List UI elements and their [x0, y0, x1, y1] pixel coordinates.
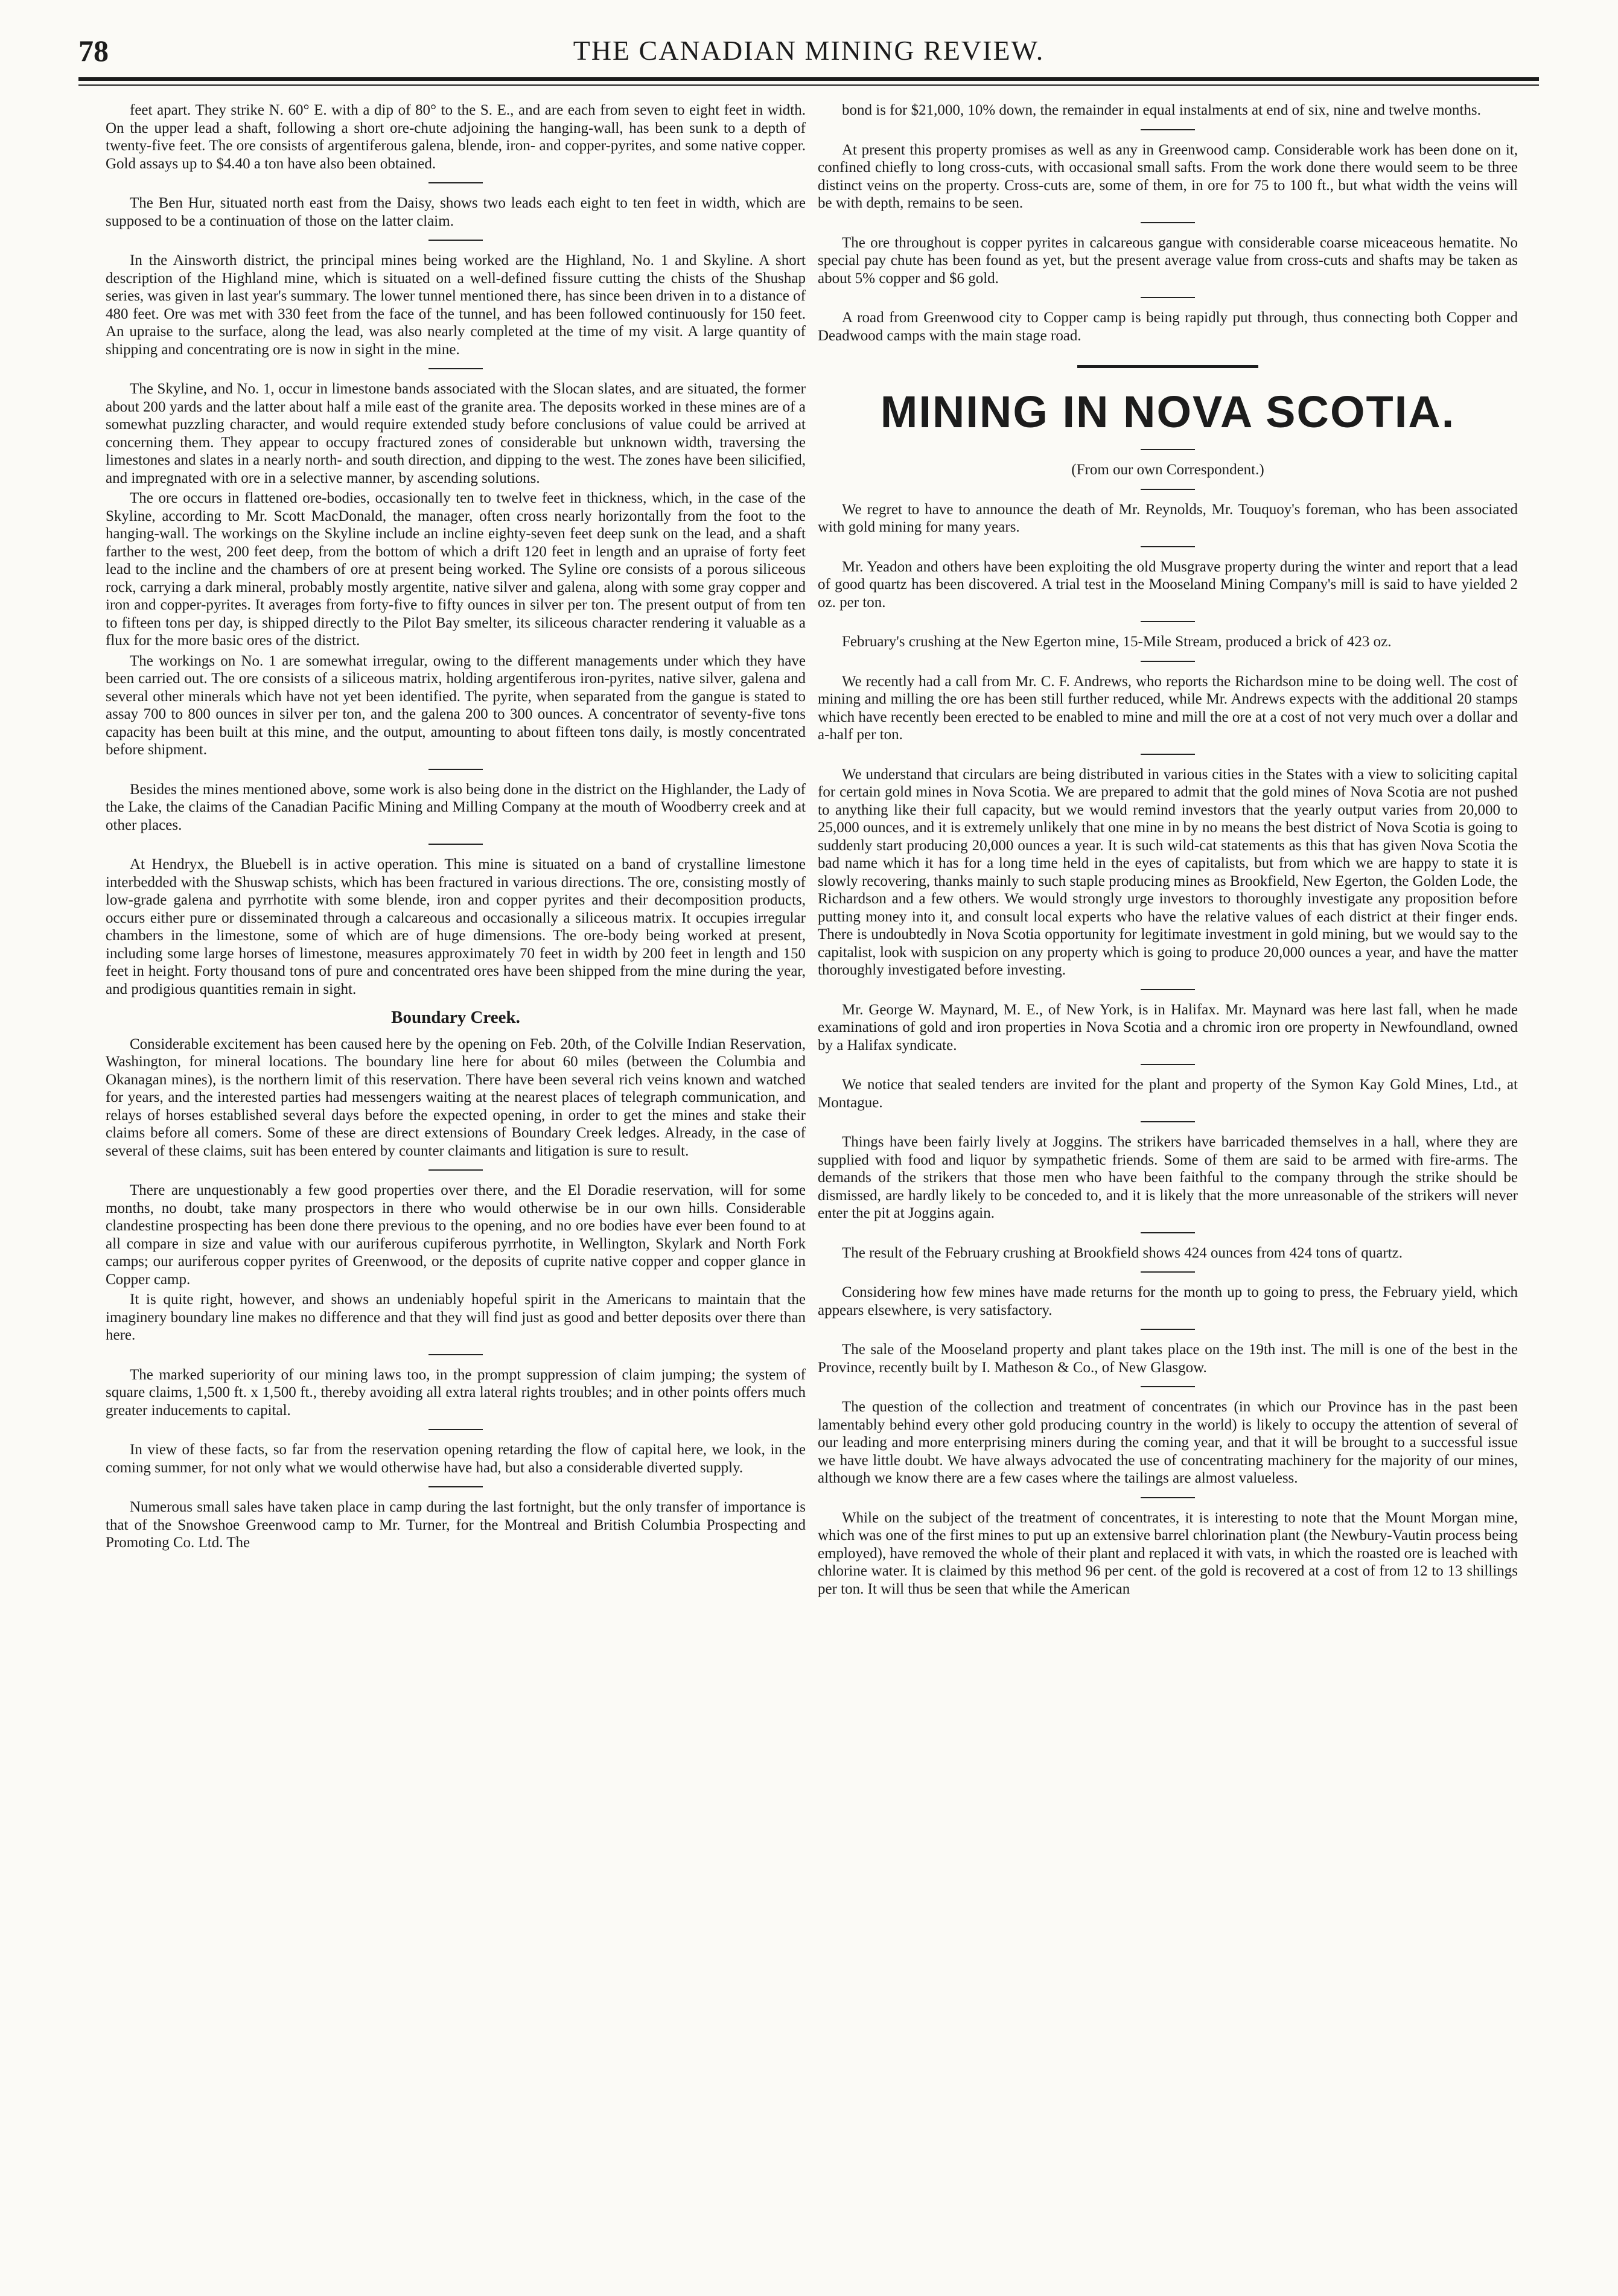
right-column — [818, 101, 1518, 1600]
journal-title: THE CANADIAN MINING REVIEW. — [573, 35, 1045, 66]
article-paragraph: feet apart. They strike N. 60° E. with a dip of 80° to the S. E., and are each from seven to eight feet in width. On the upper lead a shaft, following a short ore-chute adjoining the hanging-wall, has been sunk to a depth of twenty-five feet. The ore consists of argentiferous galena, blende, iron- and copper-pyrites, and some native copper. Gold assays up to $4.40 a ton have also been obtained. — [106, 102, 806, 172]
separator-rule — [1141, 1329, 1195, 1330]
separator-rule — [1141, 1232, 1195, 1233]
article-paragraph: Numerous small sales have taken place in camp during the last fortnight, but the only transfer of importance is that of the Snowshoe Greenwood camp to Mr. Turner, for the Montreal and British Columbia Prospecting and Promoting Co. Ltd. The — [106, 1499, 806, 1551]
separator-rule — [1141, 661, 1195, 662]
separator-rule — [428, 368, 483, 369]
separator-rule — [1141, 222, 1195, 223]
article-paragraph: We regret to have to announce the death of Mr. Reynolds, Mr. Touquoy's foreman, who has been associated with gold mining for many years. — [818, 501, 1518, 535]
separator-rule — [1141, 1064, 1195, 1065]
separator-rule — [1141, 489, 1195, 490]
article-paragraph: February's crushing at the New Egerton mine, 15-Mile Stream, produced a brick of 423 oz. — [842, 634, 1392, 650]
article-paragraph: Besides the mines mentioned above, some work is also being done in the district on the Highlander, the Lady of the Lake, the claims of the Canadian Pacific Mining and Milling Company at the mouth of Woodberry creek and at other places. — [106, 781, 806, 833]
section-subheading: Boundary Creek. — [391, 1008, 520, 1027]
article-paragraph: It is quite right, however, and shows an undeniably hopeful spirit in the Americans to maintain that the imaginery boundary line makes no difference and that they will find just as good and better deposits over there than here. — [106, 1291, 806, 1343]
article-paragraph: In view of these facts, so far from the reservation opening retarding the flow of capital here, we look, in the coming summer, for not only what we would otherwise have had, but also a considerable diverted supply. — [106, 1442, 806, 1476]
page-header — [78, 33, 1539, 75]
separator-rule — [1141, 297, 1195, 298]
article-paragraph: A road from Greenwood city to Copper camp is being rapidly put through, thus connecting both Copper and Deadwood camps with the main stage road. — [818, 310, 1518, 344]
article-paragraph: At Hendryx, the Bluebell is in active operation. This mine is situated on a band of crystalline limestone interbedded with the Shuswap schists, which has been fractured in various directions. The ore, consisting mostly of low-grade galena and pyrrhotite with some blende, iron and copper pyrites and their decomposition products, occurs either pure or disseminated through a calcareous and occasionally a siliceous matrix. It occupies irregular chambers in the limestone, some of which are of huge dimensions. The ore-body being worked at present, including some large horses of limestone, measures approximately 70 feet in width by 200 feet in length and 150 feet in height. Forty thousand tons of pure and concentrated ores have been shipped from the mine during the year, and prodigious quantities remain in sight. — [106, 856, 806, 997]
byline: (From our own Correspondent.) — [1071, 462, 1264, 478]
article-paragraph: Considerable excitement has been caused here by the opening on Feb. 20th, of the Colville Indian Reservation, Washington, for mineral locations. The boundary line here for about 60 miles (between the Columbia and Okanagan mines), is the northern limit of this reservation. There have been several rich veins known and watched for years, and the interested parties had messengers waiting at the nearest places of telegraph communication, and relays of horses established several days before the expected opening, in order to get the mines and stake their claims before all comers. Some of these are direct extensions of Boundary Creek ledges. Already, in the case of several of these claims, suit has been entered by counter claimants and litigation is sure to result. — [106, 1035, 806, 1159]
page-number: 78 — [78, 34, 109, 68]
article-paragraph: We notice that sealed tenders are invited for the plant and property of the Symon Kay Gold Mines, Ltd., at Montague. — [818, 1076, 1518, 1111]
header-rule-thick — [78, 77, 1539, 81]
article-paragraph: We recently had a call from Mr. C. F. Andrews, who reports the Richardson mine to be doing well. The cost of mining and milling the ore has been still further reduced, while Mr. Andrews expects with the additional 20 stamps which have recently been erected to be enabled to mine and mill the ore at a cost of not very much over a dollar and a-half per ton. — [818, 673, 1518, 743]
separator-rule — [1141, 449, 1195, 450]
article-paragraph: The marked superiority of our mining laws too, in the prompt suppression of claim jumping; the system of square claims, 1,500 ft. x 1,500 ft., thereby avoiding all extra lateral rights troubles; and in other points offers much greater inducements to capital. — [106, 1366, 806, 1419]
section-title: MINING IN NOVA SCOTIA. — [880, 387, 1456, 437]
separator-rule — [1141, 546, 1195, 547]
separator-rule — [1141, 1121, 1195, 1122]
separator-rule — [1141, 129, 1195, 130]
separator-rule — [428, 182, 483, 183]
header-rule-thin — [78, 84, 1539, 86]
separator-rule — [428, 1169, 483, 1171]
separator-rule — [1141, 1271, 1195, 1273]
article-paragraph: While on the subject of the treatment of concentrates, it is interesting to note that the Mount Morgan mine, which was one of the first mines to put up an extensive barrel chlorination plant (the Newbury-Vautin process being employed), have removed the whole of their plant and replaced it with vats, in which the roasted ore is leached with chlorine water. It is claimed by this method 96 per cent. of the gold is recovered at a cost of from 12 to 13 shillings per ton. It will thus be seen that while the American — [818, 1509, 1518, 1597]
separator-rule — [428, 240, 483, 241]
separator-rule — [428, 844, 483, 845]
article-paragraph: The sale of the Mooseland property and plant takes place on the 19th inst. The mill is one of the best in the Province, recently built by I. Matheson & Co., of New Glasgow. — [818, 1341, 1518, 1376]
article-paragraph: The result of the February crushing at Brookfield shows 424 ounces from 424 tons of quartz. — [842, 1244, 1403, 1261]
separator-rule — [1141, 621, 1195, 622]
article-paragraph: The Ben Hur, situated north east from the Daisy, shows two leads each eight to ten feet in width, which are supposed to be a continuation of those on the latter claim. — [106, 195, 806, 229]
article-paragraph: The question of the collection and treatment of concentrates (in which our Province has in the past been lamentably behind every other gold producing country in the world) is likely to occupy the attention of several of our leading and more enterprising miners during the coming year, and that it will be brought to a successful issue we have little doubt. We have always advocated the use of concentrating machinery for the majority of our mines, although we know there are a few cases where the tailings are almost valueless. — [818, 1399, 1518, 1486]
separator-rule — [428, 1429, 483, 1430]
separator-rule — [1141, 989, 1195, 990]
article-paragraph: The workings on No. 1 are somewhat irregular, owing to the different managements under which they have been carried out. The ore consists of a siliceous matrix, holding argentiferous iron-pyrites, native silver, galena and several other minerals which have not yet been identified. The pyrite, when separated from the gangue is stated to assay 700 to 800 ounces in silver per ton, and the galena 200 to 300 ounces. A concentrator of seventy-five tons capacity has been built at this mine, and the output, amounting to about fifteen tons daily, is mostly concentrated before shipment. — [106, 652, 806, 758]
separator-rule — [428, 1354, 483, 1355]
article-paragraph: In the Ainsworth district, the principal mines being worked are the Highland, No. 1 and Skyline. A short description of the Highland mine, which is situated on a well-defined fissure cutting the chists of the Shushap series, was given in last year's summary. The lower tunnel mentioned there, has since been driven in to a distance of 480 feet. Ore was met with 330 feet from the face of the tunnel, and has been followed continuously for 150 feet. An upraise to the surface, along the lead, was also nearly completed at the time of my visit. A large quantity of shipping and concentrating ore is now in sight in the mine. — [106, 252, 806, 358]
article-paragraph: At present this property promises as well as any in Greenwood camp. Considerable work has been done on it, confined chiefly to long cross-cuts, with occasional small safts. From the work done there would seem to be three distinct veins on the property. Cross-cuts are, some of them, in ore for 75 to 100 ft., but what width the veins will be with depth, remains to be seen. — [818, 141, 1518, 211]
article-paragraph: The Skyline, and No. 1, occur in limestone bands associated with the Slocan slates, and are situated, the former about 200 yards and the latter about half a mile east of the granite area. The deposits worked in these mines are of a somewhat puzzling character, and would require extended study before conclusions of value could be arrived at concerning them. They appear to occupy fractured zones of considerable but unknown width, traversing the limestones and slates in a nearly north- and south direction, and dipping to the west. The zones have been silicified, and impregnated with ore in a selective manner, by ascending solutions. — [106, 381, 806, 486]
separator-rule — [1141, 1497, 1195, 1498]
article-paragraph: The ore throughout is copper pyrites in calcareous gangue with considerable coarse miceaceous hematite. No special pay chute has been found as yet, but the present average value from cross-cuts and shafts may be taken as about 5% copper and $6 gold. — [818, 234, 1518, 287]
article-paragraph: Considering how few mines have made returns for the month up to going to press, the February yield, which appears elsewhere, is very satisfactory. — [818, 1284, 1518, 1318]
section-top-rule — [1077, 365, 1258, 368]
article-paragraph: We understand that circulars are being distributed in various cities in the States with a view to soliciting capital for certain gold mines in Nova Scotia. We are prepared to admit that the gold mines of Nova Scotia are not pushed to anything like their full capacity, but we would remind investors that the yearly output varies from 20,000 to 25,000 ounces, and it is extremely unlikely that one mine in by no means the best district of Nova Scotia is going to suddenly start producing 20,000 ounces a year. It is such wild-cat statements as this that has given Nova Scotia the bad name which it has for a long time held in the eyes of capitalists, but from which we are happy to state it is slowly recovering, thanks mainly to such staple producing mines as Brookfield, New Egerton, the Golden Lode, the Richardson and a few others. We would strongly urge investors to thoroughly investigate any proposition before putting money into it, and consult local experts who have the relative values of each district at their finger ends. There is undoubtedly in Nova Scotia opportunity for legitimate investment in gold mining, but we would say to the capitalist, look with suspicion on any property which is going to produce 20,000 ounces a year, and have the matter thoroughly investigated before investing. — [818, 766, 1518, 978]
separator-rule — [1141, 1386, 1195, 1387]
article-paragraph: Things have been fairly lively at Joggins. The strikers have barricaded themselves in a hall, where they are supplied with food and liquor by sympathetic friends. Some of them are said to be armed with fire-arms. The demands of the strikers that those men who have been faithful to the company through the strike should be dismissed, are hardly likely to be conceded to, and it is likely that the more unreasonable of the strikers will never enter the pit at Joggins again. — [818, 1134, 1518, 1221]
article-paragraph: bond is for $21,000, 10% down, the remainder in equal instalments at end of six, nine and twelve months. — [842, 102, 1481, 118]
article-paragraph: Mr. Yeadon and others have been exploiting the old Musgrave property during the winter and report that a lead of good quartz has been discovered. A trial test in the Mooseland Mining Company's mill is said to have yielded 2 oz. per ton. — [818, 558, 1518, 611]
left-column — [106, 101, 806, 1554]
article-paragraph: The ore occurs in flattened ore-bodies, occasionally ten to twelve feet in thickness, which, in the case of the Skyline, according to Mr. Scott MacDonald, the manager, often cross nearly horizontally from the foot to the hanging-wall. The workings on the Skyline include an incline eighty-seven feet deep sunk on the lead, and a shaft farther to the west, 200 feet deep, from the bottom of which a drift 120 feet in length and an upraise of forty feet lead to the incline and the chambers of ore at present being worked. The Syline ore consists of a porous siliceous rock, carrying a dark mineral, probably mostly argentite, native silver and galena, along with some gray copper and iron and copper-pyrites. It averages from forty-five to fifty ounces in silver per ton. The present output of from ten to fifteen tons per day, is shipped directly to the Pilot Bay smelter, its siliceous character rendering it valuable as a flux for the more basic ores of the district. — [106, 490, 806, 649]
article-paragraph: There are unquestionably a few good properties over there, and the El Doradie reservation, will for some months, no doubt, take many prospectors in there who would otherwise be in our own hills. Considerable clandestine prospecting has been done there previous to the opening, and no ore bodies have ever been found to at all compare in size and value with our auriferous cupiferous pyrrhotite, in Wellington, Skylark and North Fork camps; our auriferous copper pyrites of Greenwood, or the deposits of cuprite native copper and copper glance in Copper camp. — [106, 1182, 806, 1288]
separator-rule — [428, 769, 483, 770]
separator-rule — [428, 1486, 483, 1487]
article-paragraph: Mr. George W. Maynard, M. E., of New York, is in Halifax. Mr. Maynard was here last fall, when he made examinations of gold and iron properties in Nova Scotia and a chromic iron ore property in Newfoundland, owned by a Halifax syndicate. — [818, 1001, 1518, 1054]
separator-rule — [1141, 754, 1195, 755]
